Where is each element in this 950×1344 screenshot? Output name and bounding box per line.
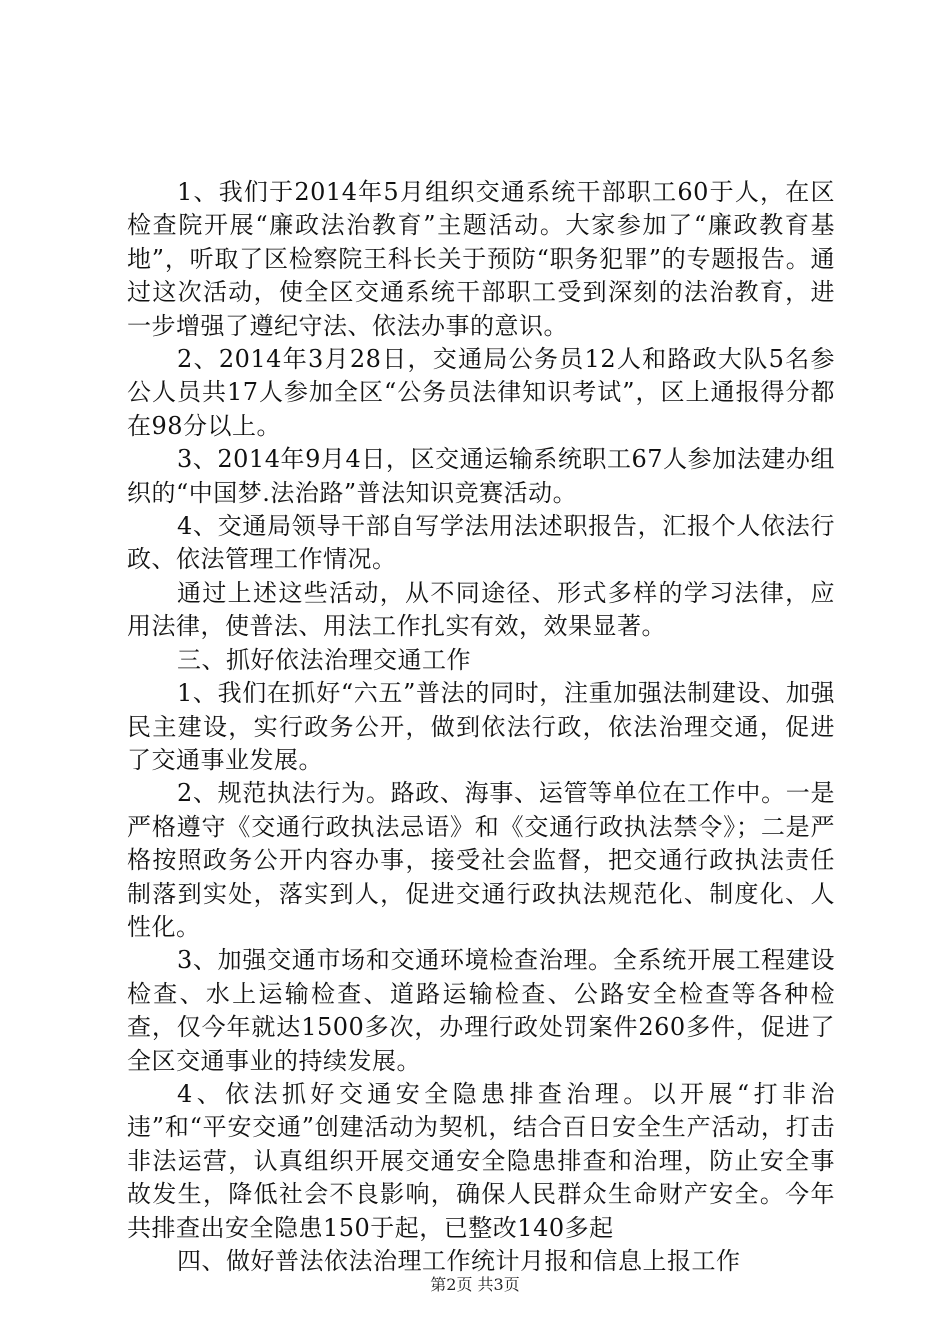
page-footer: 第2页 共3页 <box>430 1275 520 1294</box>
paragraph-4: 4、交通局领导干部自写学法用法述职报告，汇报个人依法行政、依法管理工作情况。 <box>127 512 835 574</box>
document-body <box>127 176 835 1278</box>
section-heading-4: 四、做好普法依法治理工作统计月报和信息上报工作 <box>177 1247 741 1275</box>
paragraph-3: 3、2014年9月4日，区交通运输系统职工67人参加法建办组织的“中国梦.法治路”普法知识竞赛活动。 <box>127 445 835 507</box>
paragraph-8: 3、加强交通市场和交通环境检查治理。全系统开展工程建设检查、水上运输检查、道路运输检查、公路安全检查等各种检查，仅今年就达1500多次，办理行政处罚案件260多件，促进了全区交通事业的持续发展。 <box>127 946 835 1075</box>
paragraph-9: 4、依法抓好交通安全隐患排查治理。以开展“打非治违”和“平安交通”创建活动为契机，结合百日安全生产活动，打击非法运营，认真组织开展交通安全隐患排查和治理，防止安全事故发生，降低社会不良影响，确保人民群众生命财产安全。今年共排查出安全隐患150于起，已整改140多起 <box>127 1079 835 1242</box>
paragraph-5: 通过上述这些活动，从不同途径、形式多样的学习法律，应用法律，使普法、用法工作扎实有效，效果显著。 <box>127 578 835 641</box>
paragraph-2: 2、2014年3月28日，交通局公务员12人和路政大队5名参公人员共17人参加全区“公务员法律知识考试”，区上通报得分都在98分以上。 <box>127 345 835 440</box>
paragraph-7: 2、规范执法行为。路政、海事、运管等单位在工作中。一是严格遵守《交通行政执法忌语》和《交通行政执法禁令》；二是严格按照政务公开内容办事，接受社会监督，把交通行政执法责任制落到实处，落实到人，促进交通行政执法规范化、制度化、人性化。 <box>127 779 835 941</box>
paragraph-1: 1、我们于2014年5月组织交通系统干部职工60于人，在区检查院开展“廉政法治教育”主题活动。大家参加了“廉政教育基地”，听取了区检察院王科长关于预防“职务犯罪”的专题报告。通过这次活动，使全区交通系统干部职工受到深刻的法治教育，进一步增强了遵纪守法、依法办事的意识。 <box>127 178 835 340</box>
section-heading-3: 三、抓好依法治理交通工作 <box>177 645 471 674</box>
paragraph-6: 1、我们在抓好“六五”普法的同时，注重加强法制建设、加强民主建设，实行政务公开，做到依法行政，依法治理交通，促进了交通事业发展。 <box>127 679 835 774</box>
